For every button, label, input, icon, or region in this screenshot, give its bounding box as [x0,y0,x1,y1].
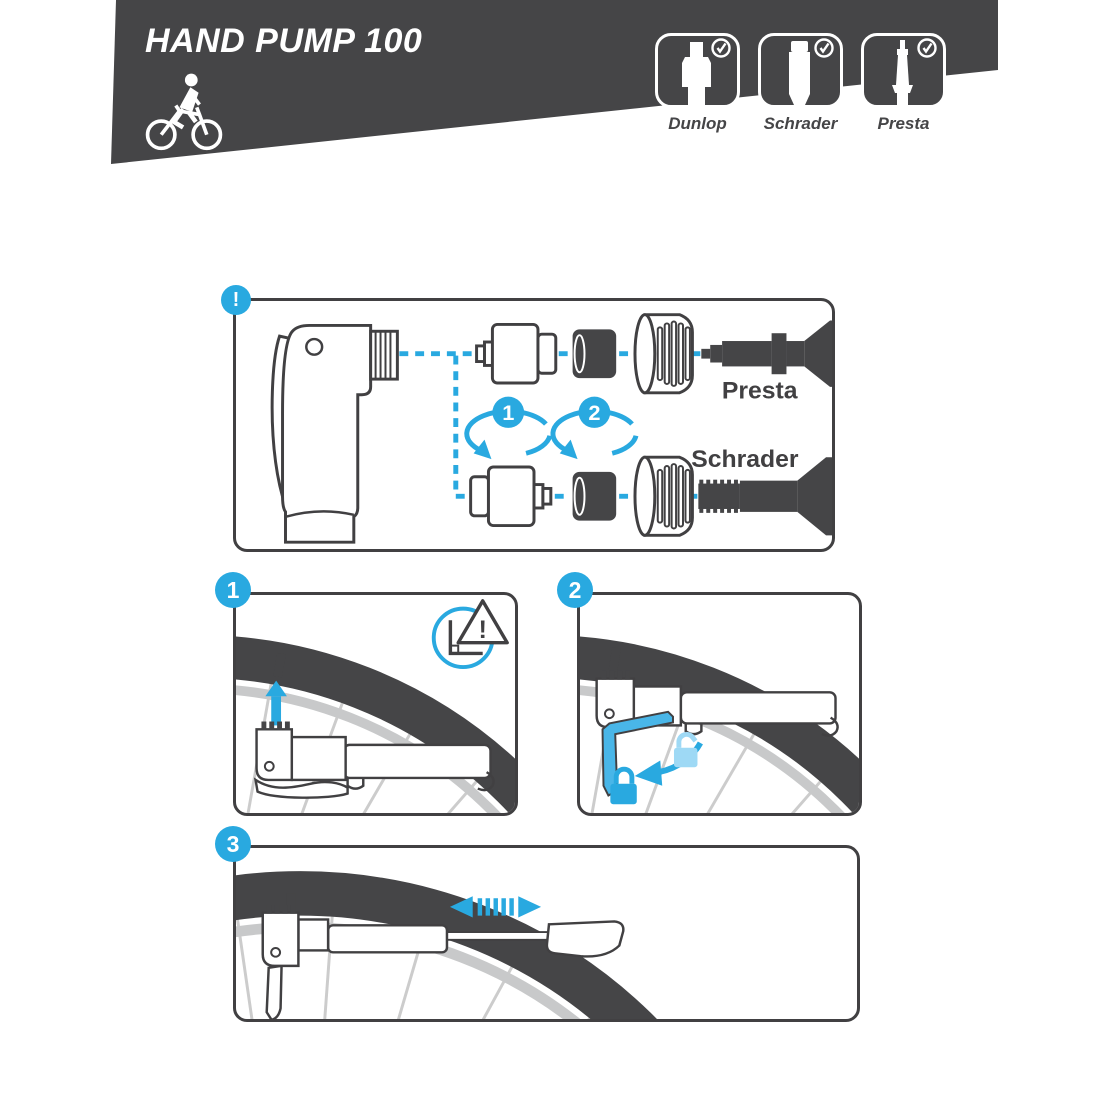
lock-icon [610,769,636,804]
valve-badge-label: Presta [877,114,930,133]
presta-valve-icon [892,40,913,105]
knurled-cap-icon [635,457,692,535]
dunlop-valve-icon [682,42,711,105]
knurled-cap-icon [635,315,692,393]
schrader-valve-icon [789,41,810,105]
assembly-panel [233,298,835,552]
pump-head-icon [272,325,397,542]
svg-text:!: ! [478,615,487,644]
lever-icon [603,712,673,796]
valve-badge-label: Schrader [763,114,838,133]
unlock-icon [674,734,697,767]
check-icon [713,40,730,57]
right-angle-warning-icon [434,601,507,667]
pump-handle [547,921,623,956]
step-1-panel [233,592,518,816]
valve-badge-dunlop [655,33,740,108]
schrader-label: Schrader [691,446,799,473]
valve-badge-schrader [758,33,843,108]
step-1-badge: 1 [215,572,251,608]
page-title: HAND PUMP 100 [145,22,423,60]
adapter-icon [477,324,556,383]
valve-badge-presta [861,33,946,108]
rotate-step-2 [553,397,636,459]
rubber-seal-icon [573,472,617,521]
step-2-panel [577,592,862,816]
presta-label: Presta [721,377,798,405]
step-3-panel [233,845,860,1022]
svg-text:2: 2 [588,400,601,426]
step-3-badge: 3 [215,826,251,862]
check-icon [816,40,833,57]
cyclist-icon [143,68,225,154]
rubber-seal-icon [573,329,617,378]
rotate-step-1 [467,397,550,459]
valve-badge-label: Dunlop [668,114,727,133]
check-icon [919,40,936,57]
svg-text:1: 1 [502,400,515,426]
step-2-badge: 2 [557,572,593,608]
adapter-icon [471,467,551,526]
warning-badge: ! [221,285,251,315]
